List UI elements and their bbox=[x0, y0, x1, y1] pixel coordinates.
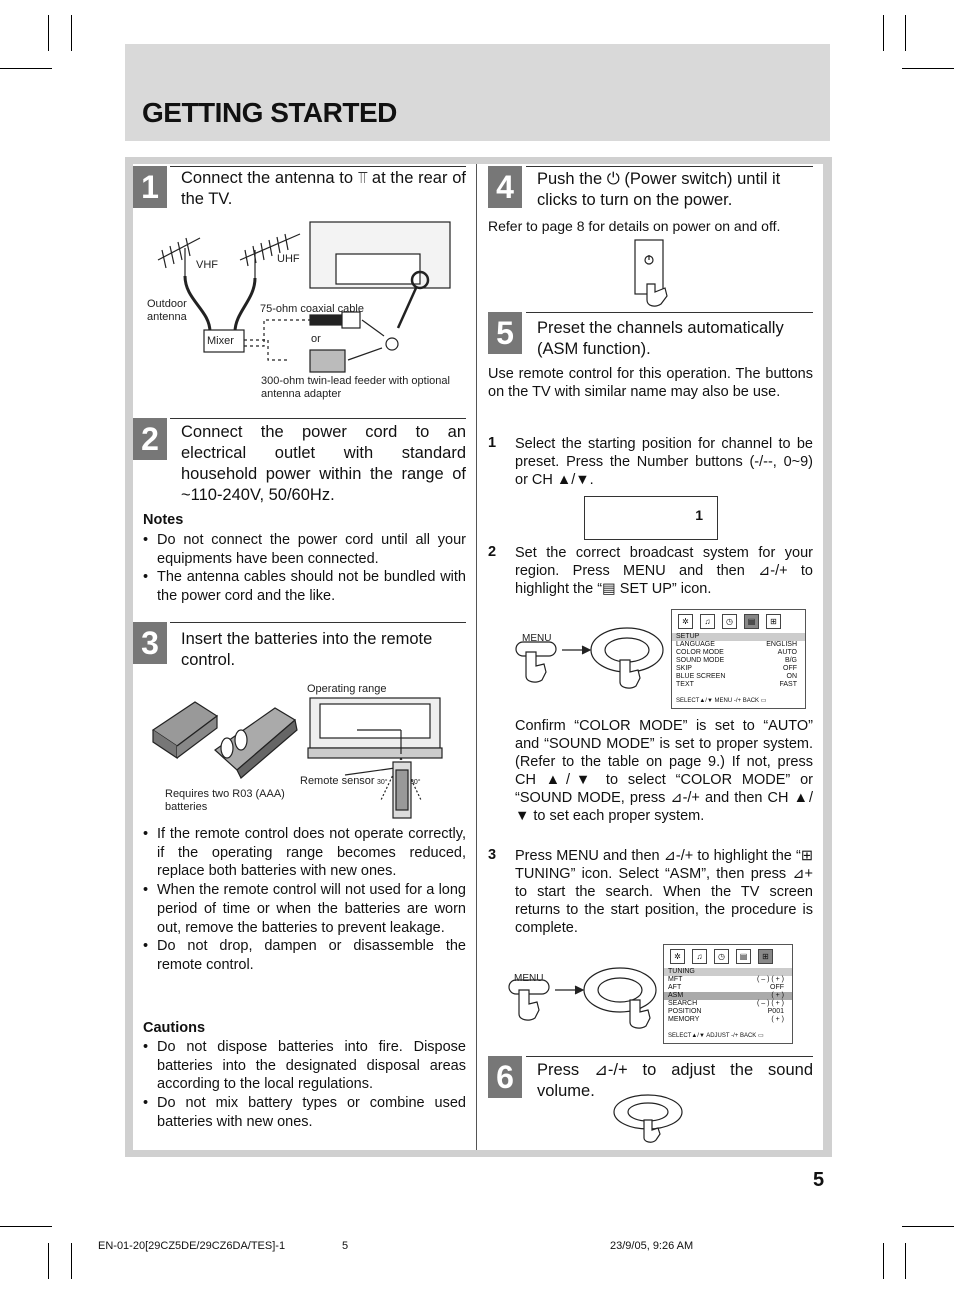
step-6-number: 6 bbox=[488, 1056, 522, 1098]
sub-step-2-number: 2 bbox=[488, 544, 497, 560]
sub-step-1-text: Select the starting position for channel to be preset. Press the Number buttons (-/--, 0~9) or CH ▲/▼. bbox=[515, 436, 813, 488]
step-rule bbox=[526, 166, 813, 167]
step-1-number: 1 bbox=[133, 166, 167, 208]
osd-row bbox=[672, 657, 805, 665]
step-3-number: 3 bbox=[133, 622, 167, 664]
osd-row-value: P001 bbox=[767, 1008, 784, 1015]
osd-row-label: MFT bbox=[668, 976, 683, 983]
list-item: • Do not connect the power cord until all your equipments have been connected. bbox=[143, 531, 466, 568]
setup-osd-screen bbox=[671, 609, 806, 709]
step-5-number: 5 bbox=[488, 312, 522, 354]
footer-doc-code: EN-01-20[29CZ5DE/29CZ6DA/TES]-1 bbox=[98, 1240, 286, 1252]
twin-lead-label: 300-ohm twin-lead feeder with optional antenna adapter bbox=[261, 375, 450, 400]
osd-row-value: ( – ) ( + ) bbox=[756, 1000, 784, 1007]
osd-row-value: OFF bbox=[770, 984, 784, 991]
list-item: • When the remote control will not used for a long period of time or when the batteries are worn out, remove the batteries to prevent leakage. bbox=[143, 881, 466, 937]
notes-heading: Notes bbox=[143, 512, 184, 528]
osd-footer: SELECT▲/▼ ADJUST -/+ BACK ▭ bbox=[668, 1033, 764, 1039]
crop-mark bbox=[905, 15, 906, 51]
osd-row bbox=[664, 984, 792, 992]
cautions-list bbox=[143, 1038, 466, 1132]
osd-row bbox=[672, 641, 805, 649]
osd-row bbox=[672, 665, 805, 673]
osd-row bbox=[672, 681, 805, 689]
osd-row bbox=[664, 1016, 792, 1024]
osd-row-value: ENGLISH bbox=[766, 641, 797, 648]
crop-mark bbox=[902, 1226, 954, 1227]
osd-row bbox=[664, 1000, 792, 1008]
step-4-number: 4 bbox=[488, 166, 522, 208]
tuning-icon: ⊞ bbox=[766, 614, 781, 629]
cautions-heading: Cautions bbox=[143, 1020, 206, 1036]
osd-row-value: FAST bbox=[779, 681, 797, 688]
sub-step-3-number: 3 bbox=[488, 847, 497, 863]
remote-sensor-label: Remote sensor bbox=[300, 775, 375, 787]
osd-row-value: OFF bbox=[783, 665, 797, 672]
sound-icon: ♫ bbox=[692, 949, 707, 964]
volume-button-diagram bbox=[608, 1092, 688, 1144]
crop-mark bbox=[71, 1243, 72, 1279]
step-4-title: Push the ⏻ (Power switch) until it clicks to turn on the power. bbox=[537, 170, 781, 209]
power-switch-icon bbox=[625, 238, 675, 310]
osd-row-highlighted bbox=[664, 992, 792, 1000]
sound-icon: ♫ bbox=[700, 614, 715, 629]
list-item: • Do not drop, dampen or disassemble the remote control. bbox=[143, 937, 466, 974]
crop-mark bbox=[48, 1243, 49, 1279]
setup-icon: ▤ bbox=[744, 614, 759, 629]
osd-row-value: ( + ) bbox=[771, 992, 784, 999]
crop-mark bbox=[905, 1243, 906, 1279]
picture-icon: ✲ bbox=[678, 614, 693, 629]
osd-title-text: SETUP bbox=[676, 633, 700, 640]
angle-left-label: 30° bbox=[377, 779, 388, 786]
osd-row bbox=[664, 976, 792, 984]
crop-mark bbox=[883, 1243, 884, 1279]
osd-title bbox=[664, 968, 792, 976]
osd-row-label: COLOR MODE bbox=[676, 649, 724, 656]
osd-row-label: BLUE SCREEN bbox=[676, 673, 726, 680]
step-2-title: Connect the power cord to an electrical outlet with standard household power within the range of ~110-240V, 50/60Hz. bbox=[181, 423, 466, 504]
column-divider bbox=[476, 164, 477, 1150]
list-item: • Do not mix battery types or combine used batteries with new ones. bbox=[143, 1094, 466, 1131]
page-title: GETTING STARTED bbox=[142, 97, 397, 128]
timer-icon: ◷ bbox=[722, 614, 737, 629]
osd-row-value: ON bbox=[786, 673, 797, 680]
tuning-osd-screen bbox=[663, 944, 793, 1044]
osd-row bbox=[672, 673, 805, 681]
sub-step-1-number: 1 bbox=[488, 435, 497, 451]
step-rule bbox=[526, 312, 813, 313]
osd-row-label: LANGUAGE bbox=[676, 641, 715, 648]
mixer-label: Mixer bbox=[207, 335, 234, 347]
step-rule bbox=[170, 622, 466, 623]
osd-row-label: ASM bbox=[668, 992, 684, 999]
crop-mark bbox=[48, 15, 49, 51]
osd-row-value: B/G bbox=[784, 657, 797, 664]
osd-title-text: TUNING bbox=[668, 968, 695, 975]
osd-row-label: AFT bbox=[668, 984, 682, 991]
step-3-title: Insert the batteries into the remote control. bbox=[181, 630, 433, 669]
crop-mark bbox=[902, 68, 954, 69]
crop-mark bbox=[0, 1226, 52, 1227]
step-rule bbox=[170, 418, 466, 419]
step-5-title: Preset the channels automatically (ASM function). bbox=[537, 319, 784, 358]
list-item: • The antenna cables should not be bundled with the power cord and the like. bbox=[143, 568, 466, 605]
osd-row-label: SEARCH bbox=[668, 1000, 698, 1007]
osd-row-value: AUTO bbox=[777, 649, 797, 656]
setup-icon: ▤ bbox=[736, 949, 751, 964]
notes-list bbox=[143, 531, 466, 606]
osd-row bbox=[664, 1008, 792, 1016]
osd-row-label: SOUND MODE bbox=[676, 657, 725, 664]
outdoor-antenna-label: Outdoor antenna bbox=[147, 298, 187, 323]
osd-row-value: ( – ) ( + ) bbox=[756, 976, 784, 983]
osd-row-label: SKIP bbox=[676, 665, 692, 672]
osd-row-value: ( + ) bbox=[771, 1016, 784, 1023]
osd-row-label: MEMORY bbox=[668, 1016, 700, 1023]
page-number: 5 bbox=[813, 1169, 825, 1191]
or-label: or bbox=[311, 333, 321, 345]
tuning-icon: ⊞ bbox=[758, 949, 773, 964]
power-note: Refer to page 8 for details on power on and off. bbox=[488, 218, 781, 234]
osd-row bbox=[672, 649, 805, 657]
osd-title bbox=[672, 633, 805, 641]
crop-mark bbox=[0, 68, 52, 69]
batteries-label: Requires two R03 (AAA) batteries bbox=[165, 788, 285, 813]
sub-step-3-text: Press MENU and then ⊿-/+ to highlight the “⊞ TUNING” icon. Select “ASM”, then press ⊿+ to start the search. When the TV screen returns to the start position, the procedure is complete. bbox=[515, 848, 813, 936]
crop-mark bbox=[71, 15, 72, 51]
asm-intro: Use remote control for this operation. The buttons on the TV with similar name may also be use. bbox=[488, 366, 813, 400]
step-2-number: 2 bbox=[133, 418, 167, 460]
operating-range-label: Operating range bbox=[307, 683, 387, 695]
sub-step-2-text: Set the correct broadcast system for your region. Press MENU and then ⊿-/+ to highlight the “▤ SET UP” icon. bbox=[515, 545, 813, 597]
channel-position-box bbox=[584, 496, 718, 540]
picture-icon: ✲ bbox=[670, 949, 685, 964]
crop-mark bbox=[883, 15, 884, 51]
menu-button-label-2: MENU bbox=[514, 973, 544, 984]
menu-button-label: MENU bbox=[522, 633, 552, 644]
coax-label: 75-ohm coaxial cable bbox=[260, 303, 364, 315]
confirm-text: Confirm “COLOR MODE” is set to “AUTO” and “SOUND MODE” is set to proper system. (Refer to the table on page 9.) If not, press CH ▲/▼ to select “COLOR MODE” or “SOUND MODE, press ⊿-/+ and then CH ▲/▼ to set each proper system. bbox=[515, 718, 813, 824]
osd-footer: SELECT▲/▼ MENU -/+ BACK ▭ bbox=[676, 698, 767, 704]
vhf-label: VHF bbox=[196, 259, 218, 271]
footer-timestamp: 23/9/05, 9:26 AM bbox=[610, 1240, 694, 1252]
uhf-label: UHF bbox=[277, 253, 300, 265]
timer-icon: ◷ bbox=[714, 949, 729, 964]
osd-row-label: TEXT bbox=[676, 681, 694, 688]
footer-page: 5 bbox=[342, 1240, 349, 1252]
angle-right-label: 30° bbox=[410, 779, 421, 786]
step-rule bbox=[170, 166, 466, 167]
step-rule bbox=[526, 1056, 813, 1057]
step-1-title: Connect the antenna to ⫪ at the rear of the TV. bbox=[181, 169, 466, 208]
list-item: • If the remote control does not operate correctly, if the operating range becomes reduced, replace both batteries with new ones. bbox=[143, 825, 466, 881]
step-6-title: Press ⊿-/+ to adjust the sound volume. bbox=[537, 1061, 813, 1100]
channel-position-value: 1 bbox=[695, 507, 703, 523]
list-item: • Do not dispose batteries into fire. Dispose batteries into the designated disposal areas according to the local regulations. bbox=[143, 1038, 466, 1094]
remote-tips-list bbox=[143, 825, 466, 975]
menu-remote-diagram-1 bbox=[512, 620, 672, 690]
osd-row-label: POSITION bbox=[668, 1008, 702, 1015]
